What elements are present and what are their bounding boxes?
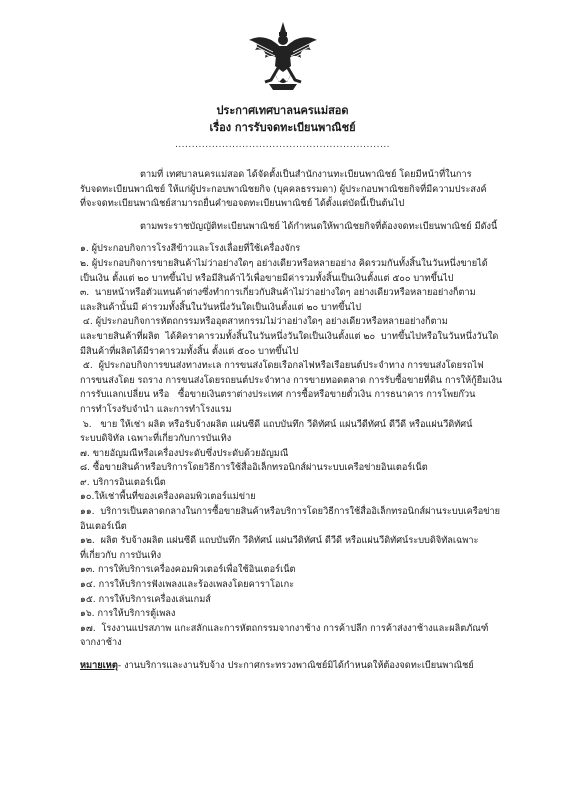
- remark: [80, 659, 505, 674]
- intro-line-1: ตามที่ เทศบาลนครแม่สอด ได้จัดตั้งเป็นสำนักงานทะเบียนพาณิชย์ โดยมีหน้าที่ในการ: [140, 169, 472, 180]
- title-divider: ................................................................: [174, 140, 391, 150]
- list-item: ๗. ขายอัญมณีหรือเครื่องประดับซึ่งประดับด้วยอัญมณี: [80, 447, 289, 459]
- list-item: ๔. ผู้ประกอบกิจการหัตถกรรมหรืออุตสาหกรรมไม่ว่าอย่างใดๆ อย่างเดียวหรือหลายอย่างก็ตาม: [80, 316, 448, 328]
- list-item: ๑๑. บริการเป็นตลาดกลางในการซื้อขายสินค้าหรือบริการโดยวิธีการใช้สื่ออิเล็กทรอนิกส์ผ่านระบบเครือข่าย: [80, 506, 501, 518]
- intro-line-4: ตามพระราชบัญญัติทะเบียนพาณิชย์ ได้กำหนดให้พาณิชยกิจที่ต้องจดทะเบียนพาณิชย์ มีดังนี้: [140, 220, 498, 232]
- garuda-emblem-icon: [243, 20, 323, 92]
- intro-line-3: ที่จะจดทะเบียนพาณิชย์สามารถยื่นคำขอจดทะเบียนพาณิชย์ ได้ตั้งแต่บัดนี้เป็นต้นไป: [80, 198, 405, 210]
- list-item: ๑๗. โรงงานแปรสภาพ แกะสลักและการหัตถกรรมจากงาช้าง การค้าปลีก การค้าส่งงาช้างและผลิตภัณฑ์: [80, 622, 489, 634]
- announcement-body: [80, 168, 505, 674]
- list-item: เป็นเงิน ตั้งแต่ ๒๐ บาทขึ้นไป หรือมีสินค้าไว้เพื่อขายมีค่ารวมทั้งสิ้นเป็นเงินตั้งแต่ ๕๐๐ บาทขึ้นไป: [80, 272, 454, 284]
- list-item: มีสินค้าที่ผลิตได้มีราคารวมทั้งสิ้น ตั้งแต่ ๕๐๐ บาทขึ้นไป: [80, 345, 299, 357]
- list-item: ๑๕. การให้บริการเครื่องเล่นเกมส์: [80, 593, 211, 605]
- list-item: การขนส่งโดย รถราง การขนส่งโดยรถยนต์ประจำทาง การขายทอดตลาด การรับซื้อขายที่ดิน การให้กู้ยืมเงิน: [80, 374, 503, 386]
- list-item: ๑. ผู้ประกอบกิจการโรงสีข้าวและโรงเลื่อยที่ใช้เครื่องจักร: [80, 243, 301, 255]
- list-item: ที่เกี่ยวกับ การบันเทิง: [80, 549, 162, 561]
- list-item: ๑๓. การให้บริการเครื่องคอมพิวเตอร์เพื่อใช้อินเตอร์เน็ต: [80, 564, 296, 576]
- list-item: ๑๖. การให้บริการตู้เพลง: [80, 608, 176, 620]
- list-item: ๑๒. ผลิต รับจ้างผลิต แผ่นซีดี แถบบันทึก วีดิทัศน์ แผ่นวีดิทัศน์ ดีวีดี หรือแผ่นวีดิทัศน์ระบบดิจิทัลเฉพาะ: [80, 535, 479, 547]
- list-item: ระบบดิจิทัล เฉพาะที่เกี่ยวกับการบันเทิง: [80, 433, 232, 445]
- list-item: การทำโรงรับจำนำ และการทำโรงแรม: [80, 403, 232, 415]
- list-item: ๓. นายหน้าหรือตัวแทนค้าต่างซึ่งทำการเกี่ยวกับสินค้าไม่ว่าอย่างใดๆ อย่างเดียวหรือหลายอย่างก็ตาม: [80, 287, 476, 299]
- list-item: ๙. บริการอินเตอร์เน็ต: [80, 476, 166, 488]
- remark-label: หมายเหตุ: [80, 660, 118, 671]
- list-item: และสินค้านั้นมี ค่ารวมทั้งสิ้นในวันหนึ่งวันใดเป็นเงินตั้งแต่ ๒๐ บาทขึ้นไป: [80, 301, 362, 313]
- list-item: ๖. ขาย ให้เช่า ผลิต หรือรับจ้างผลิต แผ่นซีดี แถบบันทึก วีดิทัศน์ แผ่นวีดีทัศน์ ดีวีดี หรือแผ่นวีดิทัศน์: [80, 418, 473, 430]
- list-item: ๑๐.ให้เช่าพื้นที่ของเครื่องคอมพิวเตอร์แม่ข่าย: [80, 491, 256, 503]
- list-item: การรับแลกเปลี่ยน หรือ ซื้อขายเงินตราต่างประเทศ การซื้อหรือขายตั๋วเงิน การธนาคาร การโพยก๊วน: [80, 389, 476, 401]
- title-line-1: ประกาศเทศบาลนครแม่สอด: [216, 104, 349, 117]
- list-item: และขายสินค้าที่ผลิต ได้คิดราคารวมทั้งสิ้นในวันหนึ่งวันใดเป็นเงินตั้งแต่ ๒๐ บาทขึ้นไปหรือในวันหนึ่งวันใด: [80, 330, 499, 342]
- list-item: ๘. ซื้อขายสินค้าหรือบริการโดยวิธีการใช้สื่ออิเล็กทรอนิกส์ผ่านระบบเครือข่ายอินเตอร์เน็ต: [80, 462, 428, 474]
- list-item: จากงาช้าง: [80, 637, 122, 649]
- remark-text: - งานบริการและงานรับจ้าง ประกาศกระทรวงพาณิชย์มิได้กำหนดให้ต้องจดทะเบียนพาณิชย์: [117, 660, 474, 671]
- list-item: ๑๔. การให้บริการฟังเพลงและร้องเพลงโดยคาราโอเกะ: [80, 579, 295, 591]
- title-line-2: เรื่อง การรับจดทะเบียนพาณิชย์: [209, 121, 356, 134]
- list-item: อินเตอร์เน็ต: [80, 520, 127, 532]
- intro-line-2: รับจดทะเบียนพาณิชย์ ให้แก่ผู้ประกอบพาณิชยกิจ (บุคคลธรรมดา) ผู้ประกอบพาณิชยกิจที่มีความประสงค์: [80, 183, 487, 195]
- list-item: ๒. ผู้ประกอบกิจการขายสินค้าไม่ว่าอย่างใดๆ อย่างเดียวหรือหลายอย่าง คิดรวมกันทั้งสิ้นในวันหนึ่งขายได้: [80, 257, 488, 269]
- list-item: ๕. ผู้ประกอบกิจการขนส่งทางทะเล การขนส่งโดยเรือกลไฟหรือเรือยนต์ประจำทาง การขนส่งโดยรถไฟ: [80, 360, 484, 372]
